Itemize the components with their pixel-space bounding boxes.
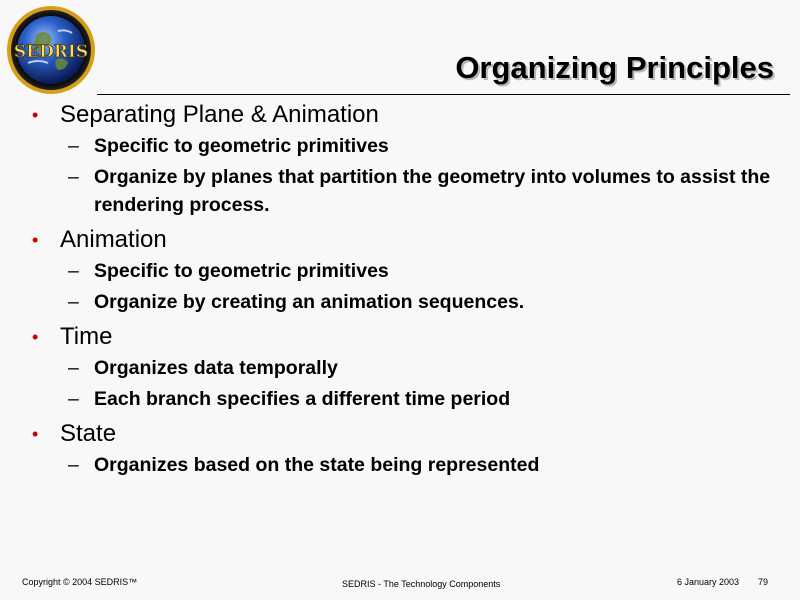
sub-text: Organize by planes that partition the geometry into volumes to assist the rendering process. bbox=[94, 166, 771, 216]
bullet-dot-icon: • bbox=[32, 327, 39, 347]
dash-icon: – bbox=[68, 454, 79, 476]
bullet-text: Animation bbox=[60, 226, 167, 253]
bullet-dot-icon: • bbox=[32, 424, 39, 444]
dash-icon: – bbox=[68, 135, 79, 157]
bullet-dot-icon: • bbox=[32, 230, 39, 250]
bullet-text: Time bbox=[60, 323, 113, 350]
bullet-group bbox=[28, 98, 778, 219]
dash-icon: – bbox=[68, 166, 79, 188]
bullet-group bbox=[28, 417, 778, 479]
slide-content bbox=[28, 98, 778, 483]
bullet-group bbox=[28, 223, 778, 316]
dash-icon: – bbox=[68, 260, 79, 282]
logo-text: SEDRIS bbox=[13, 42, 89, 62]
sub-text: Organize by creating an animation sequences. bbox=[94, 291, 525, 313]
sub-item bbox=[28, 451, 778, 479]
title-divider bbox=[97, 94, 790, 95]
footer-title: SEDRIS - The Technology Components bbox=[342, 579, 501, 589]
footer-copyright: Copyright © 2004 SEDRIS™ bbox=[22, 577, 138, 587]
sub-text: Organizes based on the state being represented bbox=[94, 454, 540, 476]
sedris-logo bbox=[6, 5, 96, 95]
bullet-group bbox=[28, 320, 778, 413]
bullet-dot-icon: • bbox=[32, 105, 39, 125]
sub-text: Specific to geometric primitives bbox=[94, 135, 389, 157]
sub-text: Each branch specifies a different time period bbox=[94, 388, 511, 410]
page-number: 79 bbox=[758, 577, 769, 587]
dash-icon: – bbox=[68, 388, 79, 410]
bullet-item bbox=[28, 417, 778, 451]
bullet-item bbox=[28, 223, 778, 257]
sub-item bbox=[28, 257, 778, 285]
sub-item bbox=[28, 288, 778, 316]
sub-item bbox=[28, 163, 778, 219]
sub-item bbox=[28, 354, 778, 382]
dash-icon: – bbox=[68, 357, 79, 379]
bullet-item bbox=[28, 320, 778, 354]
bullet-text: Separating Plane & Animation bbox=[60, 101, 379, 128]
bullet-item bbox=[28, 98, 778, 132]
sub-text: Organizes data temporally bbox=[94, 357, 338, 379]
sub-item bbox=[28, 132, 778, 160]
dash-icon: – bbox=[68, 291, 79, 313]
footer-date: 6 January 2003 bbox=[677, 577, 740, 587]
slide-title: Organizing Principles bbox=[455, 50, 774, 85]
sub-text: Specific to geometric primitives bbox=[94, 260, 389, 282]
sub-item bbox=[28, 385, 778, 413]
bullet-text: State bbox=[60, 420, 117, 447]
